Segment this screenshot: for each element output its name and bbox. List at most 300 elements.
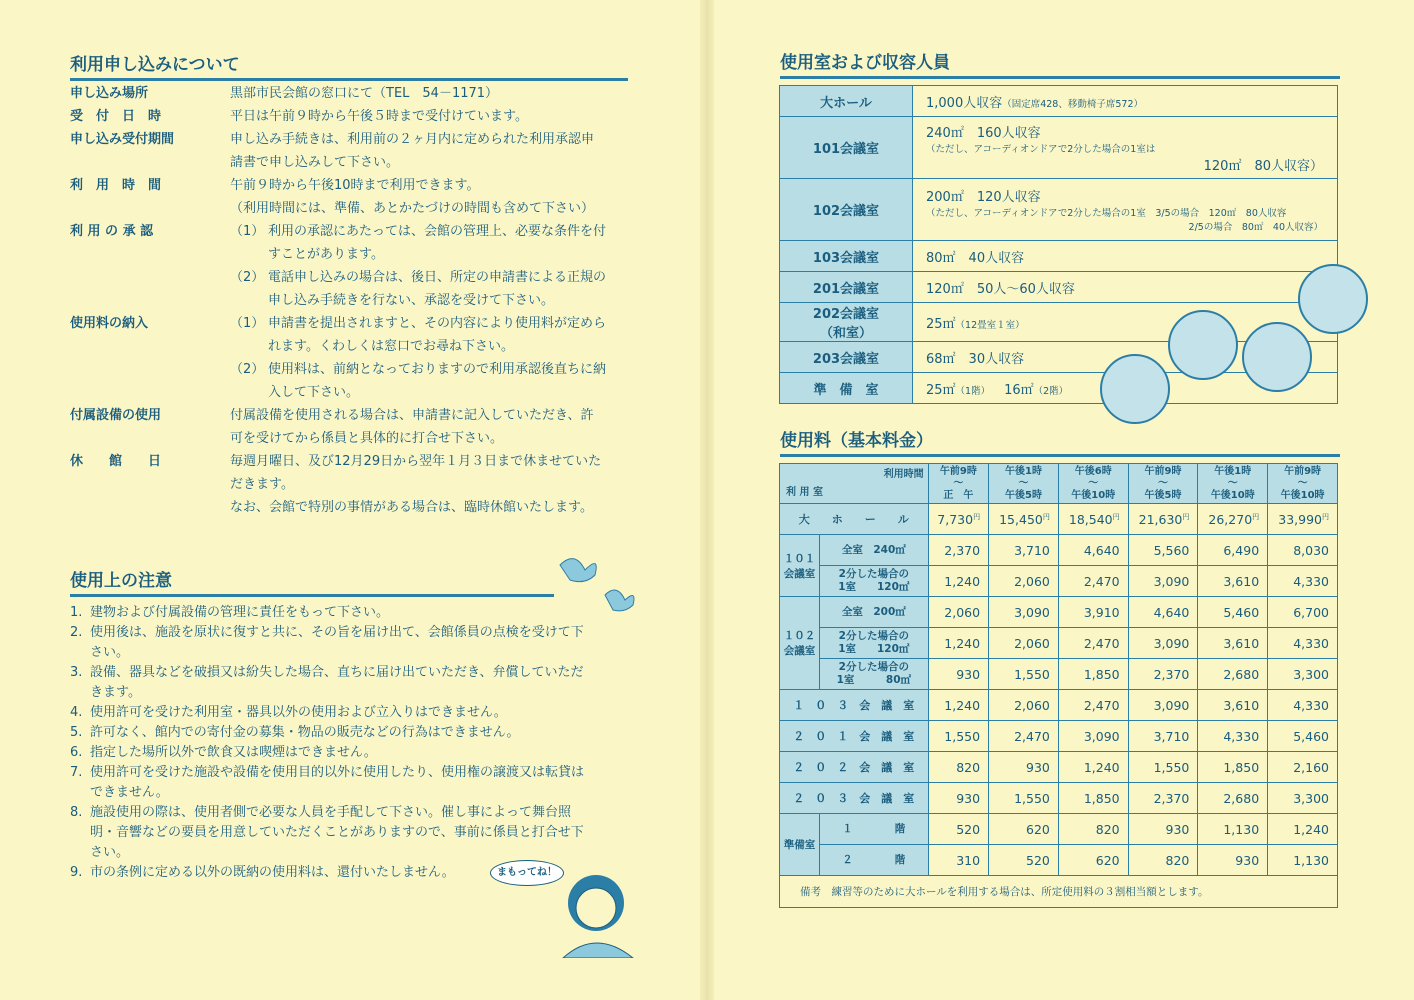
note-item bbox=[70, 663, 635, 703]
fee-amount: 3,090 bbox=[1153, 573, 1190, 589]
yen-mark: 円 bbox=[973, 512, 981, 521]
fee-subroom-label bbox=[820, 659, 929, 690]
fee-value bbox=[989, 690, 1059, 721]
info-row bbox=[70, 450, 640, 519]
fee-time-header bbox=[989, 464, 1059, 504]
fee-subroom-line: 全室 200㎡ bbox=[841, 605, 906, 618]
fee-value bbox=[1198, 783, 1268, 814]
fee-amount: 5,460 bbox=[1223, 604, 1260, 620]
capacity-row bbox=[780, 241, 1338, 272]
fee-value bbox=[989, 628, 1059, 659]
note-line: 施設使用の際は、使用者側で必要な人員を手配して下さい。催し事によって舞台照 bbox=[90, 805, 572, 820]
note-number: 2. bbox=[70, 625, 83, 640]
fee-value bbox=[1058, 597, 1128, 628]
fee-time-line: 午後10時 bbox=[1210, 489, 1255, 501]
info-value bbox=[230, 450, 640, 519]
fee-amount: 2,060 bbox=[1014, 573, 1050, 589]
fee-value bbox=[928, 566, 988, 597]
fee-value bbox=[1058, 690, 1128, 721]
room-name bbox=[780, 272, 913, 303]
fee-subroom-label bbox=[820, 628, 929, 659]
note-line: 使用許可を受けた利用室・器具以外の使用および立入りはできません。 bbox=[90, 705, 507, 720]
note-line: できません。 bbox=[90, 785, 169, 800]
fee-room-group bbox=[780, 814, 820, 876]
fee-time-line: 午後10時 bbox=[1071, 489, 1116, 501]
fee-amount: 2,680 bbox=[1223, 666, 1260, 682]
info-line: だきます。 bbox=[230, 477, 294, 492]
item-line: 使用料は、前納となっておりますので利用承認後直ちに納 bbox=[268, 362, 607, 377]
fee-amount: 820 bbox=[1165, 852, 1190, 868]
info-value bbox=[230, 128, 640, 174]
fee-value bbox=[1058, 504, 1128, 535]
speech-bubble: まもってね！ bbox=[490, 860, 564, 886]
capacity-row bbox=[780, 86, 1338, 117]
fee-time-header bbox=[1268, 464, 1338, 504]
fee-row bbox=[780, 659, 1338, 690]
fee-value bbox=[989, 659, 1059, 690]
info-line: （利用時間には、準備、あとかたづけの時間も含めて下さい） bbox=[230, 201, 595, 216]
note-item bbox=[70, 803, 635, 863]
fee-value bbox=[1268, 814, 1338, 845]
info-label: 利 用 の 承 認 bbox=[70, 224, 154, 239]
info-row bbox=[70, 220, 640, 312]
item-line: 申請書を提出されますと、その内容により使用料が定めら bbox=[268, 316, 607, 331]
fee-value bbox=[1128, 814, 1198, 845]
fee-value bbox=[928, 690, 988, 721]
fee-amount: 1,550 bbox=[944, 728, 981, 744]
note-text bbox=[90, 703, 507, 723]
fee-amount: 820 bbox=[956, 759, 981, 775]
capacity-row bbox=[780, 272, 1338, 303]
fee-value bbox=[1058, 752, 1128, 783]
room-name-line: （和室） bbox=[819, 326, 872, 341]
room-name bbox=[780, 241, 913, 272]
capacity-value: 68㎡ 30人収容 bbox=[926, 351, 1025, 367]
note-line: 明・音響などの要員を用意していただくことがありますので、事前に係員と打合せ下 bbox=[90, 825, 584, 840]
fee-value bbox=[989, 845, 1059, 876]
fee-subroom-line: 2分した場合の bbox=[838, 630, 909, 642]
fee-value bbox=[1058, 721, 1128, 752]
room-capacity bbox=[913, 272, 1338, 303]
fee-amount: 2,470 bbox=[1083, 697, 1120, 713]
note-text bbox=[90, 763, 584, 803]
fee-subroom-label bbox=[820, 845, 929, 876]
woman-illustration bbox=[538, 858, 638, 958]
note-number: 5. bbox=[70, 725, 83, 740]
room-name-line: 203会議室 bbox=[812, 351, 880, 367]
fee-value bbox=[1268, 721, 1338, 752]
fee-subroom-line: 全室 240㎡ bbox=[841, 543, 906, 556]
fee-amount: 1,240 bbox=[944, 697, 981, 713]
fee-amount: 4,330 bbox=[1293, 697, 1329, 713]
capacity-detail: （12畳室１室） bbox=[955, 319, 1025, 331]
fee-value bbox=[989, 752, 1059, 783]
fee-amount: 2,370 bbox=[1153, 666, 1190, 682]
item-line: 申し込み手続きを行ない、承認を受けて下さい。 bbox=[268, 293, 555, 308]
fee-value bbox=[1128, 597, 1198, 628]
capacity-note: 2/5の場合 80㎡ 40人収容） bbox=[1188, 222, 1323, 233]
fee-time-header bbox=[928, 464, 988, 504]
fee-value bbox=[1198, 566, 1268, 597]
fee-amount: 1,130 bbox=[1223, 821, 1260, 837]
fee-amount: 2,160 bbox=[1293, 759, 1329, 775]
item-number: （2） bbox=[230, 270, 265, 285]
capacity-row bbox=[780, 117, 1338, 179]
fee-value bbox=[989, 504, 1059, 535]
info-row bbox=[70, 404, 640, 450]
fee-value bbox=[1198, 690, 1268, 721]
girl-avatar bbox=[1100, 354, 1170, 424]
capacity-main bbox=[926, 247, 1337, 266]
info-value bbox=[230, 404, 640, 450]
fee-amount: 3,610 bbox=[1223, 635, 1260, 651]
fee-amount: 620 bbox=[1095, 852, 1120, 868]
room-name-line: 202会議室 bbox=[812, 307, 880, 322]
item-text bbox=[268, 220, 606, 266]
fee-amount: 2,470 bbox=[1083, 573, 1120, 589]
fee-value bbox=[1198, 504, 1268, 535]
fee-amount: 3,090 bbox=[1014, 604, 1050, 620]
fee-room-label: ２ ０ ３ 会 議 室 bbox=[780, 783, 929, 814]
man-avatar bbox=[1298, 264, 1368, 334]
capacity-value: 16㎡ bbox=[1004, 382, 1034, 398]
room-capacity bbox=[913, 117, 1338, 179]
note-text bbox=[90, 743, 377, 763]
fee-room-label: １ ０ ３ 会 議 室 bbox=[780, 690, 929, 721]
fee-table bbox=[779, 463, 1338, 908]
fee-value bbox=[1198, 814, 1268, 845]
fee-amount: 4,330 bbox=[1223, 728, 1260, 744]
numbered-item bbox=[230, 312, 640, 358]
fee-value bbox=[1198, 597, 1268, 628]
fee-value bbox=[1268, 597, 1338, 628]
room-capacity bbox=[913, 86, 1338, 117]
fee-value bbox=[1198, 535, 1268, 566]
fee-amount: 3,300 bbox=[1293, 790, 1329, 806]
fee-value bbox=[1268, 783, 1338, 814]
note-text bbox=[90, 723, 520, 743]
fee-amount: 4,330 bbox=[1293, 573, 1329, 589]
fee-amount: 2,060 bbox=[1014, 635, 1050, 651]
fee-time-line: 午前9時 bbox=[1144, 465, 1182, 477]
capacity-detail: （固定席428、移動椅子席572） bbox=[1002, 98, 1143, 110]
info-value bbox=[230, 312, 640, 404]
yen-mark: 円 bbox=[1042, 512, 1050, 521]
fee-row bbox=[780, 566, 1338, 597]
fee-amount: 2,370 bbox=[1153, 790, 1190, 806]
info-value bbox=[230, 174, 640, 220]
fee-time-line: 午前9時 bbox=[939, 465, 977, 477]
capacity-row bbox=[780, 179, 1338, 241]
fee-amount: 930 bbox=[956, 790, 981, 806]
item-text bbox=[268, 312, 606, 358]
fee-subroom-line: 1室 120㎡ bbox=[838, 581, 910, 593]
note-line: さい。 bbox=[90, 645, 130, 660]
usage-section-title: 利用申し込みについて bbox=[70, 50, 628, 81]
capacity-section-title: 使用室および収容人員 bbox=[780, 48, 1340, 79]
fee-subroom-line: 1室 80㎡ bbox=[836, 674, 912, 686]
fee-time-header bbox=[1128, 464, 1198, 504]
fee-amount: 820 bbox=[1095, 821, 1120, 837]
fee-value bbox=[1128, 752, 1198, 783]
fee-subroom-line: 2分した場合の bbox=[838, 568, 909, 580]
item-line: すことがあります。 bbox=[268, 247, 384, 262]
fee-subroom-line: 2分した場合の bbox=[838, 661, 909, 673]
fee-time-line: ～ bbox=[1297, 477, 1308, 489]
fee-value bbox=[1268, 659, 1338, 690]
capacity-note: （ただし、アコーディオンドアで2分した場合の1室 3/5の場合 120㎡ 80人収容 bbox=[926, 208, 1287, 219]
info-line: 毎週月曜日、及び12月29日から翌年１月３日まで休ませていた bbox=[230, 454, 602, 469]
note-item bbox=[70, 723, 635, 743]
capacity-main bbox=[926, 278, 1337, 297]
note-number: 9. bbox=[70, 865, 83, 880]
fee-value bbox=[1128, 566, 1198, 597]
capacity-value: 200㎡ 120人収容 bbox=[926, 190, 1041, 205]
capacity-value: 80㎡ 40人収容 bbox=[926, 250, 1025, 266]
fee-subroom-line: ２ 階 bbox=[842, 853, 906, 866]
capacity-note: （ただし、アコーディオンドアで2分した場合の1室は bbox=[926, 143, 1156, 155]
fee-amount: 6,700 bbox=[1293, 604, 1329, 620]
usage-info-list bbox=[70, 82, 640, 519]
note-line: 指定した場所以外で飲食又は喫煙はできません。 bbox=[90, 745, 377, 760]
fee-amount: 1,240 bbox=[944, 573, 981, 589]
fee-group-line: 会議室 bbox=[783, 645, 816, 657]
fee-amount: 8,030 bbox=[1293, 542, 1329, 558]
fee-value bbox=[928, 814, 988, 845]
room-name-line: 201会議室 bbox=[812, 281, 880, 297]
fee-amount: 3,610 bbox=[1223, 697, 1260, 713]
note-text bbox=[90, 863, 455, 883]
fee-amount: 1,550 bbox=[1014, 790, 1050, 806]
fee-subroom-label bbox=[820, 597, 929, 628]
fee-time-line: 午後10時 bbox=[1280, 489, 1325, 501]
fee-amount: 930 bbox=[956, 666, 981, 682]
fee-time-line: ～ bbox=[1227, 477, 1238, 489]
fee-room-group bbox=[780, 535, 820, 597]
fee-amount: 1,130 bbox=[1293, 852, 1329, 868]
fee-amount: 4,640 bbox=[1083, 542, 1120, 558]
fee-value bbox=[1198, 628, 1268, 659]
fee-time-line: 午後6時 bbox=[1074, 465, 1112, 477]
fee-value bbox=[928, 504, 988, 535]
note-number: 3. bbox=[70, 665, 83, 680]
fee-amount: 2,470 bbox=[1083, 635, 1120, 651]
item-number: （1） bbox=[230, 316, 265, 331]
fee-row bbox=[780, 721, 1338, 752]
note-line: 許可なく、館内での寄付金の募集・物品の販売などの行為はできません。 bbox=[90, 725, 520, 740]
fee-value bbox=[989, 566, 1059, 597]
fee-row bbox=[780, 752, 1338, 783]
fee-time-line: 午後5時 bbox=[1004, 489, 1042, 501]
fee-header-row bbox=[780, 464, 1338, 504]
fee-value bbox=[1058, 783, 1128, 814]
yen-mark: 円 bbox=[1322, 512, 1329, 521]
fee-value bbox=[989, 814, 1059, 845]
fee-amount: 2,370 bbox=[944, 542, 981, 558]
fee-amount: 5,560 bbox=[1153, 542, 1190, 558]
fee-value bbox=[989, 597, 1059, 628]
fee-time-line: ～ bbox=[1158, 477, 1168, 489]
fee-row bbox=[780, 783, 1338, 814]
item-line: 入して下さい。 bbox=[268, 385, 360, 400]
capacity-value: 25㎡ bbox=[926, 382, 956, 398]
fee-amount: 1,240 bbox=[1293, 821, 1329, 837]
fee-time-header bbox=[1198, 464, 1268, 504]
fee-amount: 3,090 bbox=[1083, 728, 1120, 744]
fee-value bbox=[1198, 659, 1268, 690]
note-item bbox=[70, 743, 635, 763]
fee-value bbox=[989, 783, 1059, 814]
fee-value bbox=[1058, 628, 1128, 659]
fee-amount: 2,680 bbox=[1223, 790, 1260, 806]
fee-time-line: 正 午 bbox=[943, 489, 974, 501]
info-line: 午前９時から午後10時まで利用できます。 bbox=[230, 178, 480, 193]
left-page bbox=[0, 0, 700, 1000]
fee-value bbox=[1058, 845, 1128, 876]
item-text bbox=[268, 358, 606, 404]
boy-avatar bbox=[1168, 310, 1238, 380]
fee-subroom-label bbox=[820, 566, 929, 597]
fee-group-line: 準備室 bbox=[783, 839, 816, 851]
fee-time-line: ～ bbox=[1018, 477, 1029, 489]
room-name-line: 準 備 室 bbox=[813, 382, 879, 398]
fee-amount: 2,060 bbox=[1014, 697, 1050, 713]
room-capacity bbox=[913, 241, 1338, 272]
info-value bbox=[230, 82, 640, 105]
fee-row bbox=[780, 814, 1338, 845]
fee-time-line: ～ bbox=[953, 477, 964, 489]
note-text bbox=[90, 803, 584, 863]
fee-value bbox=[1268, 845, 1338, 876]
fee-amount: 4,330 bbox=[1293, 635, 1329, 651]
note-line: 使用許可を受けた施設や設備を使用目的以外に使用したり、使用権の譲渡又は転貸は bbox=[90, 765, 585, 780]
capacity-main bbox=[926, 186, 1337, 205]
fee-amount: 15,450 bbox=[999, 511, 1043, 527]
fee-value bbox=[928, 845, 988, 876]
fee-amount: 1,850 bbox=[1083, 666, 1120, 682]
fee-amount: 3,710 bbox=[1014, 542, 1050, 558]
fee-amount: 33,990 bbox=[1278, 511, 1322, 527]
info-row bbox=[70, 174, 640, 220]
fee-amount: 1,850 bbox=[1223, 759, 1260, 775]
room-capacity bbox=[913, 179, 1338, 241]
note-line: きます。 bbox=[90, 685, 141, 700]
fee-amount: 1,240 bbox=[1083, 759, 1120, 775]
fee-value bbox=[1198, 845, 1268, 876]
fee-amount: 7,730 bbox=[937, 511, 974, 527]
fee-amount: 930 bbox=[1165, 821, 1190, 837]
capacity-note: 120㎡ 80人収容） bbox=[1203, 158, 1323, 174]
note-number: 7. bbox=[70, 765, 83, 780]
yen-mark: 円 bbox=[1252, 512, 1260, 521]
fee-value bbox=[928, 628, 988, 659]
fee-group-line: １０１ bbox=[783, 552, 816, 565]
numbered-item bbox=[230, 220, 640, 266]
capacity-main bbox=[926, 122, 1337, 141]
yen-mark: 円 bbox=[1112, 512, 1120, 521]
note-item bbox=[70, 623, 635, 663]
info-label: 利 用 時 間 bbox=[70, 178, 162, 193]
fee-corner-time: 利用時間 bbox=[883, 468, 924, 480]
room-name bbox=[780, 179, 913, 241]
fee-corner bbox=[780, 464, 929, 504]
note-number: 8. bbox=[70, 805, 83, 820]
item-line: れます。くわしくは窓口でお尋ね下さい。 bbox=[268, 339, 514, 354]
notes-section-title: 使用上の注意 bbox=[70, 566, 554, 597]
fee-row bbox=[780, 535, 1338, 566]
info-line: なお、会館で特別の事情がある場合は、臨時休館いたします。 bbox=[230, 500, 593, 515]
fee-amount: 5,460 bbox=[1293, 728, 1329, 744]
fee-amount: 620 bbox=[1026, 821, 1050, 837]
fee-value bbox=[1198, 752, 1268, 783]
fee-corner-room: 利 用 室 bbox=[786, 486, 823, 498]
fee-value bbox=[1268, 752, 1338, 783]
fee-amount: 3,300 bbox=[1293, 666, 1329, 682]
fee-value bbox=[1058, 535, 1128, 566]
note-text bbox=[90, 603, 389, 623]
note-line: 使用後は、施設を原状に復すと共に、その旨を届け出て、会館係員の点検を受けて下 bbox=[90, 625, 584, 640]
fee-amount: 3,090 bbox=[1153, 635, 1190, 651]
capacity-detail: （1階） bbox=[955, 385, 991, 397]
woman-avatar bbox=[1242, 322, 1312, 392]
info-row bbox=[70, 82, 640, 105]
fee-amount: 1,550 bbox=[1014, 666, 1050, 682]
note-text bbox=[90, 623, 584, 663]
capacity-main bbox=[926, 92, 1337, 111]
fee-value bbox=[1198, 721, 1268, 752]
fee-group-line: 会議室 bbox=[783, 567, 816, 580]
fee-amount: 1,850 bbox=[1083, 790, 1120, 806]
fee-amount: 2,060 bbox=[944, 604, 981, 620]
fee-amount: 21,630 bbox=[1138, 511, 1183, 527]
info-row bbox=[70, 312, 640, 404]
room-name bbox=[780, 117, 913, 179]
fee-amount: 1,550 bbox=[1153, 759, 1190, 775]
info-label: 付属設備の使用 bbox=[70, 408, 162, 423]
fee-amount: 3,610 bbox=[1223, 573, 1260, 589]
fee-value bbox=[1268, 504, 1338, 535]
fee-amount: 310 bbox=[956, 852, 981, 868]
note-line: さい。 bbox=[90, 845, 130, 860]
fee-amount: 1,240 bbox=[944, 635, 981, 651]
fee-amount: 6,490 bbox=[1223, 542, 1260, 558]
fee-value bbox=[928, 659, 988, 690]
fee-value bbox=[989, 535, 1059, 566]
fee-time-line: 午後5時 bbox=[1144, 489, 1182, 501]
fee-row bbox=[780, 628, 1338, 659]
fee-value bbox=[928, 721, 988, 752]
fee-row bbox=[780, 845, 1338, 876]
capacity-value: 25㎡ bbox=[926, 316, 956, 332]
fee-amount: 18,540 bbox=[1068, 511, 1113, 527]
numbered-item bbox=[230, 266, 640, 312]
item-text bbox=[268, 266, 606, 312]
info-line: 請書で申し込みして下さい。 bbox=[230, 155, 400, 170]
note-item bbox=[70, 603, 635, 623]
info-line: 黒部市民会館の窓口にて（TEL 54－1171） bbox=[230, 86, 499, 101]
room-name bbox=[780, 342, 913, 373]
capacity-value: 240㎡ 160人収容 bbox=[926, 125, 1041, 141]
fee-room-group bbox=[780, 597, 820, 690]
room-name bbox=[780, 303, 913, 342]
fee-amount: 930 bbox=[1235, 852, 1260, 868]
fee-room-label: ２ ０ １ 会 議 室 bbox=[780, 721, 929, 752]
fee-group-line: １０２ bbox=[783, 630, 816, 642]
info-line: 可を受けてから係員と具体的に打合せ下さい。 bbox=[230, 431, 504, 446]
fee-value bbox=[1058, 566, 1128, 597]
fee-value bbox=[1268, 690, 1338, 721]
note-number: 4. bbox=[70, 705, 83, 720]
